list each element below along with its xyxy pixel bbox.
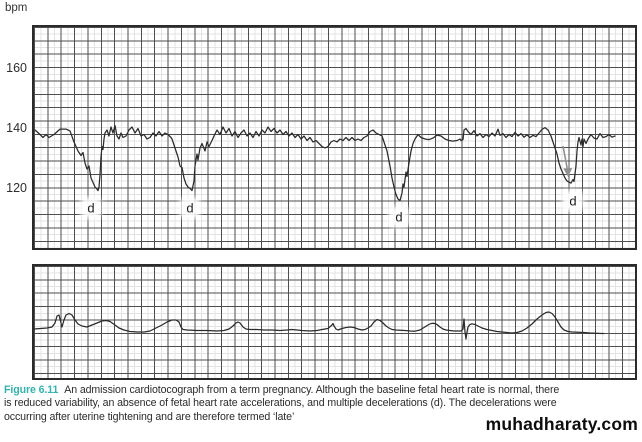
- watermark-text: muhadharaty.com: [485, 414, 638, 434]
- deceleration-label-3: d: [392, 211, 405, 224]
- y-tick-140: 140: [6, 121, 27, 135]
- deceleration-label-4: d: [566, 195, 579, 208]
- y-tick-120: 120: [6, 181, 27, 195]
- deceleration-label-1: d: [84, 202, 97, 215]
- deceleration-label-2: d: [183, 202, 196, 215]
- caption-line-3: occurring after uterine tightening and are therefore termed ‘late’: [4, 410, 295, 423]
- figure-number-label: Figure 6.11: [4, 384, 59, 396]
- fhr-trace-path: [35, 126, 615, 201]
- deceleration-arrow-line: [563, 146, 568, 170]
- tocograph-chart-panel: [32, 264, 637, 380]
- toco-trace-path: [34, 312, 604, 339]
- toco-trace-svg: [34, 266, 635, 378]
- y-tick-160: 160: [6, 61, 27, 75]
- y-axis-unit-label: bpm: [5, 2, 28, 14]
- fhr-trace-svg: [34, 27, 635, 248]
- caption-line-2: is reduced variability, an absence of fetal heart rate accelerations, and multiple decelerations (d). The decelerations were: [4, 397, 557, 410]
- caption-line-1: An admission cardiotocograph from a term pregnancy. Although the baseline fetal heart rate is normal, there: [64, 384, 560, 396]
- fhr-chart-panel: [32, 25, 637, 250]
